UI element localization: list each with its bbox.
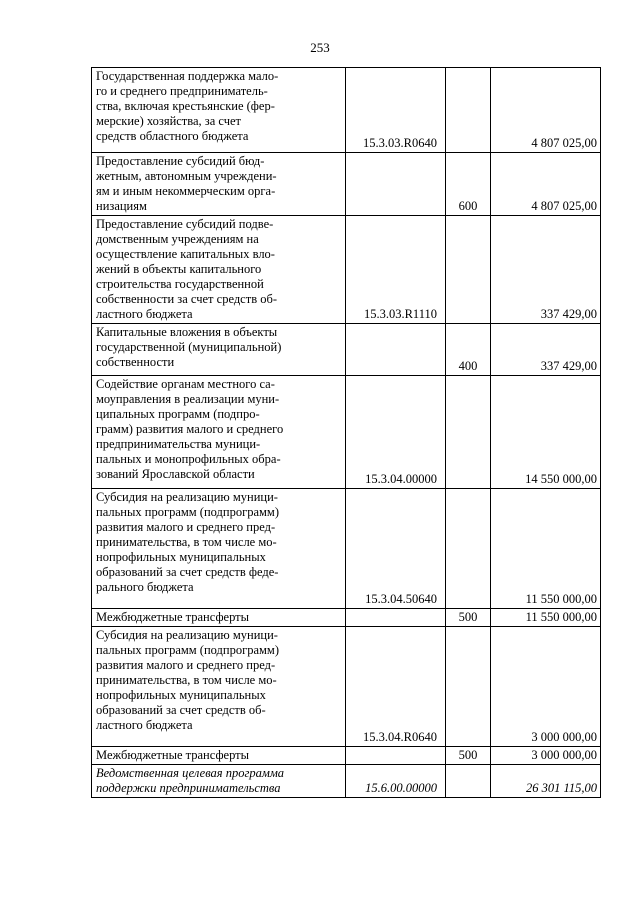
row-type-cell: 400: [446, 324, 491, 376]
row-type-cell: 600: [446, 153, 491, 216]
row-code-cell: [346, 153, 446, 216]
table-row: [92, 216, 601, 324]
row-type-cell: 500: [446, 609, 491, 627]
row-name-cell: [92, 376, 346, 489]
row-name-line: ластного бюджета: [96, 718, 193, 732]
row-name-line: собственности: [96, 355, 175, 369]
row-code-cell: 15.3.03.R1110: [346, 216, 446, 324]
row-sum-cell: 4 807 025,00: [491, 153, 601, 216]
row-name-line: нопрофильных муниципальных: [96, 550, 266, 564]
row-code-cell: 15.3.04.50640: [346, 489, 446, 609]
row-type-cell: [446, 68, 491, 153]
row-sum-cell: 11 550 000,00: [491, 489, 601, 609]
row-name-line: жетным, автономным учреждени-: [96, 169, 277, 183]
row-sum-cell: 3 000 000,00: [491, 627, 601, 747]
row-name-line: собственности за счет средств об-: [96, 292, 277, 306]
row-name-cell: [92, 489, 346, 609]
row-name-line: средств областного бюджета: [96, 129, 249, 143]
row-name-cell: [92, 216, 346, 324]
row-name-cell: [92, 765, 346, 798]
row-name-line: пальных программ (подпрограмм): [96, 505, 280, 519]
row-code-cell: [346, 324, 446, 376]
row-name-line: Предоставление субсидий подве-: [96, 217, 274, 231]
table-row: [92, 609, 601, 627]
row-name-line: ластного бюджета: [96, 307, 193, 321]
row-code-cell: 15.6.00.00000: [346, 765, 446, 798]
row-sum-cell: 3 000 000,00: [491, 747, 601, 765]
table-row: [92, 627, 601, 747]
row-name-line: домственным учреждениям на: [96, 232, 259, 246]
budget-table-body: [92, 68, 601, 798]
row-sum-cell: 337 429,00: [491, 216, 601, 324]
row-name-line: осуществление капитальных вло-: [96, 247, 275, 261]
row-name-line: Межбюджетные трансферты: [96, 610, 250, 624]
row-name-line: принимательства, в том числе мо-: [96, 535, 277, 549]
row-name-line: грамм) развития малого и среднего: [96, 422, 284, 436]
row-name-line: развития малого и среднего пред-: [96, 658, 276, 672]
row-name-line: ципальных программ (подпро-: [96, 407, 260, 421]
budget-table: [91, 67, 601, 798]
row-type-cell: [446, 765, 491, 798]
row-name-line: образований за счет средств об-: [96, 703, 266, 717]
table-row: [92, 68, 601, 153]
row-name-line: пальных и монопрофильных обра-: [96, 452, 281, 466]
row-code-cell: [346, 747, 446, 765]
row-name-cell: [92, 747, 346, 765]
table-row: [92, 747, 601, 765]
row-name-line: рального бюджета: [96, 580, 194, 594]
row-name-cell: [92, 627, 346, 747]
row-name-line: го и среднего предприниматель-: [96, 84, 268, 98]
table-row: [92, 153, 601, 216]
row-sum-cell: 337 429,00: [491, 324, 601, 376]
row-name-line: моуправления в реализации муни-: [96, 392, 280, 406]
row-name-line: Содействие органам местного са-: [96, 377, 275, 391]
row-name-line: Субсидия на реализацию муници-: [96, 490, 278, 504]
row-sum-cell: 4 807 025,00: [491, 68, 601, 153]
table-row: [92, 376, 601, 489]
row-name-line: ям и иным некоммерческим орга-: [96, 184, 276, 198]
row-sum-cell: 14 550 000,00: [491, 376, 601, 489]
table-row: [92, 324, 601, 376]
row-type-cell: 500: [446, 747, 491, 765]
row-name-cell: [92, 609, 346, 627]
row-name-line: предпринимательства муници-: [96, 437, 261, 451]
table-row: [92, 765, 601, 798]
row-name-line: Межбюджетные трансферты: [96, 748, 250, 762]
row-sum-cell: 26 301 115,00: [491, 765, 601, 798]
row-name-cell: [92, 153, 346, 216]
row-sum-cell: 11 550 000,00: [491, 609, 601, 627]
row-code-cell: 15.3.04.00000: [346, 376, 446, 489]
row-name-line: пальных программ (подпрограмм): [96, 643, 280, 657]
row-name-line: Государственная поддержка мало-: [96, 69, 279, 83]
row-name-line: поддержки предпринимательства: [96, 781, 281, 795]
row-name-line: развития малого и среднего пред-: [96, 520, 276, 534]
row-name-line: жений в объекты капитального: [96, 262, 262, 276]
row-code-cell: [346, 609, 446, 627]
row-name-line: мерские) хозяйства, за счет: [96, 114, 242, 128]
row-name-line: Капитальные вложения в объекты: [96, 325, 278, 339]
row-type-cell: [446, 216, 491, 324]
row-type-cell: [446, 376, 491, 489]
table-row: [92, 489, 601, 609]
row-name-line: зований Ярославской области: [96, 467, 255, 481]
row-code-cell: 15.3.04.R0640: [346, 627, 446, 747]
row-code-cell: 15.3.03.R0640: [346, 68, 446, 153]
row-name-line: нопрофильных муниципальных: [96, 688, 266, 702]
row-name-line: низациям: [96, 199, 147, 213]
row-name-cell: [92, 324, 346, 376]
row-name-line: государственной (муниципальной): [96, 340, 282, 354]
row-name-line: Субсидия на реализацию муници-: [96, 628, 278, 642]
row-name-line: образований за счет средств феде-: [96, 565, 279, 579]
row-name-line: ства, включая крестьянские (фер-: [96, 99, 275, 113]
row-type-cell: [446, 489, 491, 609]
row-name-line: строительства государственной: [96, 277, 264, 291]
row-type-cell: [446, 627, 491, 747]
row-name-line: Предоставление субсидий бюд-: [96, 154, 265, 168]
row-name-line: принимательства, в том числе мо-: [96, 673, 277, 687]
row-name-cell: [92, 68, 346, 153]
row-name-line: Ведомственная целевая программа: [96, 766, 285, 780]
page-number: 253: [310, 40, 330, 55]
